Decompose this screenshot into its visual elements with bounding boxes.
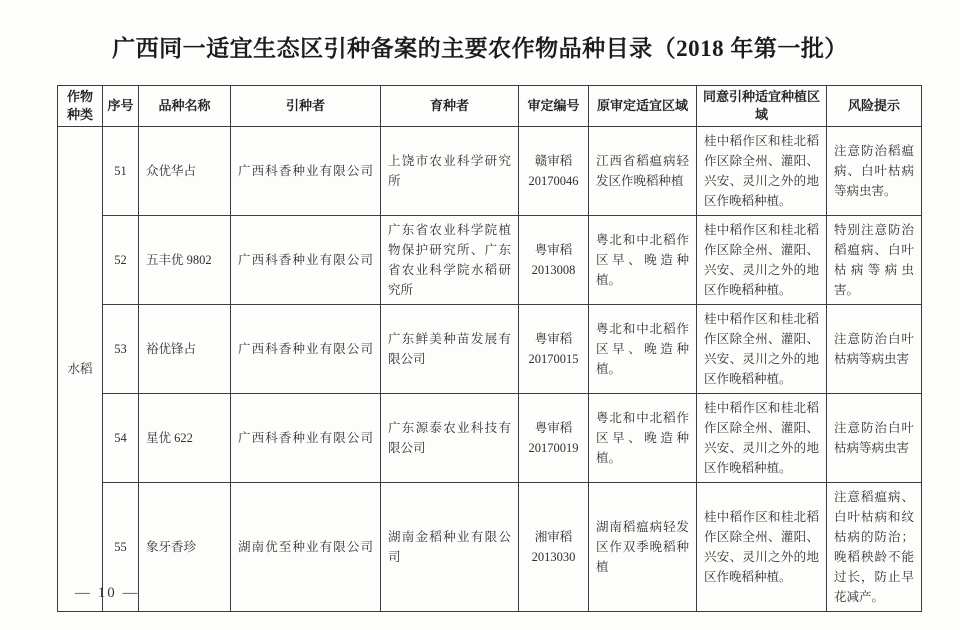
original-region-cell: 湖南稻瘟病轻发区作双季晚稻种植	[589, 483, 697, 612]
page-title: 广西同一适宜生态区引种备案的主要农作物品种目录（2018 年第一批）	[112, 36, 848, 61]
table-row	[58, 127, 922, 216]
cert-number-cell	[519, 127, 589, 216]
original-region-cell: 粤北和中北稻作区早、晚造种植。	[589, 305, 697, 394]
approved-region-cell: 桂中稻作区和桂北稻作区除全州、灌阳、兴安、灵川之外的地区作晚稻种植。	[697, 394, 827, 483]
cert-number-line2: 2013030	[531, 550, 576, 564]
cert-number-line2: 20170019	[528, 441, 579, 455]
cert-number-line1: 粤审稻	[534, 243, 573, 257]
cert-number-line1: 粤审稻	[534, 421, 573, 435]
approved-region-cell: 桂中稻作区和桂北稻作区除全州、灌阳、兴安、灵川之外的地区作晚稻种植。	[697, 216, 827, 305]
original-region-cell: 粤北和中北稻作区早、晚造种植。	[589, 216, 697, 305]
breeder-cell: 广东源泰农业科技有限公司	[381, 394, 519, 483]
original-region-cell: 粤北和中北稻作区早、晚造种植。	[589, 394, 697, 483]
col-header-introducer: 引种者	[231, 86, 381, 127]
risk-cell: 注意防治稻瘟病、白叶枯病等病虫害。	[827, 127, 922, 216]
cert-number-line2: 2013008	[531, 263, 576, 277]
page-number: — 10 —	[75, 585, 140, 601]
col-header-variety-name: 品种名称	[139, 86, 231, 127]
col-header-original-region: 原审定适宜区域	[589, 86, 697, 127]
introducer-cell: 广西科香种业有限公司	[231, 127, 381, 216]
cert-number-cell	[519, 394, 589, 483]
crop-type-cell: 水稻	[58, 127, 103, 612]
approved-region-cell: 桂中稻作区和桂北稻作区除全州、灌阳、兴安、灵川之外的地区作晚稻种植。	[697, 305, 827, 394]
row-number-cell: 54	[103, 394, 139, 483]
col-header-cert-number: 审定编号	[519, 86, 589, 127]
row-number-cell: 55	[103, 483, 139, 612]
introducer-cell: 湖南优至种业有限公司	[231, 483, 381, 612]
introducer-cell: 广西科香种业有限公司	[231, 216, 381, 305]
col-header-approved-region: 同意引种适宜种植区域	[697, 86, 827, 127]
row-number-cell: 52	[103, 216, 139, 305]
risk-cell: 注意防治白叶枯病等病虫害	[827, 394, 922, 483]
col-header-breeder: 育种者	[381, 86, 519, 127]
row-number-cell: 51	[103, 127, 139, 216]
approved-region-cell: 桂中稻作区和桂北稻作区除全州、灌阳、兴安、灵川之外的地区作晚稻种植。	[697, 483, 827, 612]
variety-name-cell: 众优华占	[139, 127, 231, 216]
variety-name-cell: 五丰优 9802	[139, 216, 231, 305]
variety-table	[57, 85, 922, 612]
introducer-cell: 广西科香种业有限公司	[231, 394, 381, 483]
breeder-cell: 广东鲜美种苗发展有限公司	[381, 305, 519, 394]
table-row	[58, 216, 922, 305]
cert-number-line2: 20170015	[528, 352, 579, 366]
col-header-number: 序号	[103, 86, 139, 127]
cert-number-line2: 20170046	[528, 174, 579, 188]
risk-cell: 注意防治白叶枯病等病虫害	[827, 305, 922, 394]
cert-number-line1: 湘审稻	[534, 530, 573, 544]
cert-number-cell	[519, 216, 589, 305]
cert-number-line1: 粤审稻	[534, 332, 573, 346]
breeder-cell: 广东省农业科学院植物保护研究所、广东省农业科学院水稻研究所	[381, 216, 519, 305]
cert-number-cell	[519, 305, 589, 394]
breeder-cell: 湖南金稻种业有限公司	[381, 483, 519, 612]
approved-region-cell: 桂中稻作区和桂北稻作区除全州、灌阳、兴安、灵川之外的地区作晚稻种植。	[697, 127, 827, 216]
introducer-cell: 广西科香种业有限公司	[231, 305, 381, 394]
risk-cell: 特别注意防治稻瘟病、白叶枯病等病虫害。	[827, 216, 922, 305]
table-row	[58, 483, 922, 612]
variety-name-cell: 象牙香珍	[139, 483, 231, 612]
table-row	[58, 394, 922, 483]
cert-number-cell	[519, 483, 589, 612]
table-body	[58, 127, 922, 612]
variety-name-cell: 裕优锋占	[139, 305, 231, 394]
row-number-cell: 53	[103, 305, 139, 394]
table-row	[58, 305, 922, 394]
col-header-risk: 风险提示	[827, 86, 922, 127]
variety-name-cell: 星优 622	[139, 394, 231, 483]
risk-cell: 注意稻瘟病、白叶枯病和纹枯病的防治；晚稻秧龄不能过长，防止早花减产。	[827, 483, 922, 612]
breeder-cell: 上饶市农业科学研究所	[381, 127, 519, 216]
col-header-crop-type: 作物种类	[58, 86, 103, 127]
table-header-row	[58, 86, 922, 127]
cert-number-line1: 赣审稻	[534, 154, 573, 168]
original-region-cell: 江西省稻瘟病轻发区作晚稻种植	[589, 127, 697, 216]
